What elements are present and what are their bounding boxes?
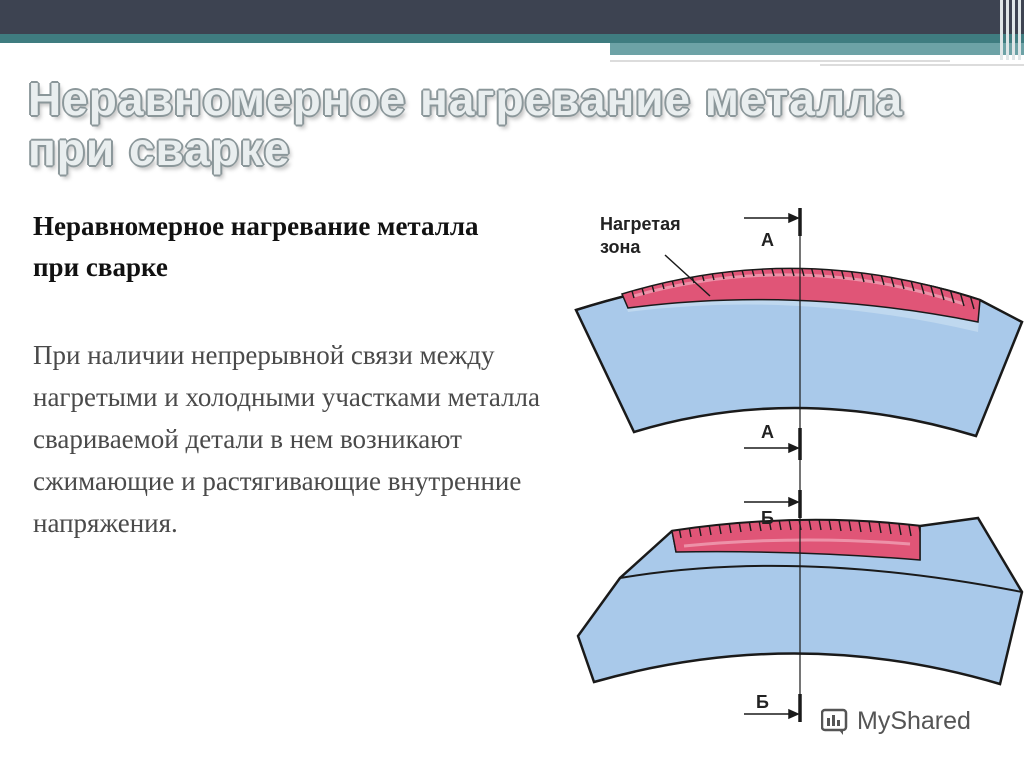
myshared-watermark [821, 701, 971, 741]
content-heading: Неравномерное нагревание металла при сварке [33, 211, 479, 282]
section-label-b-bottom: Б [756, 692, 769, 712]
heated-zone-label-line2: зона [600, 237, 641, 257]
corner-decoration [998, 0, 1024, 60]
top-bar [0, 0, 1024, 34]
top-bar-accent [0, 34, 1024, 43]
decorative-line [820, 64, 1024, 66]
heated-zone-label-line1: Нагретая [600, 214, 681, 234]
myshared-logo-icon [821, 706, 851, 736]
section-label-a-bottom: А [761, 422, 774, 442]
decorative-line [610, 60, 950, 62]
welding-deformation-diagram [560, 200, 1024, 730]
section-label-b-top: Б [761, 508, 774, 528]
watermark-text: MyShared [857, 706, 971, 735]
section-label-a-top: А [761, 230, 774, 250]
upper-workpiece [576, 262, 1022, 436]
content-body: При наличии непрерывной связи между нагретыми и холодными участками металла свариваемой детали в нем возникают сжимающие и растягивающие внутренние напряжения. [33, 340, 541, 538]
top-bar-accent-light [610, 43, 1024, 55]
slide-title: Неравномерное нагревание металла при сварке [28, 73, 904, 175]
